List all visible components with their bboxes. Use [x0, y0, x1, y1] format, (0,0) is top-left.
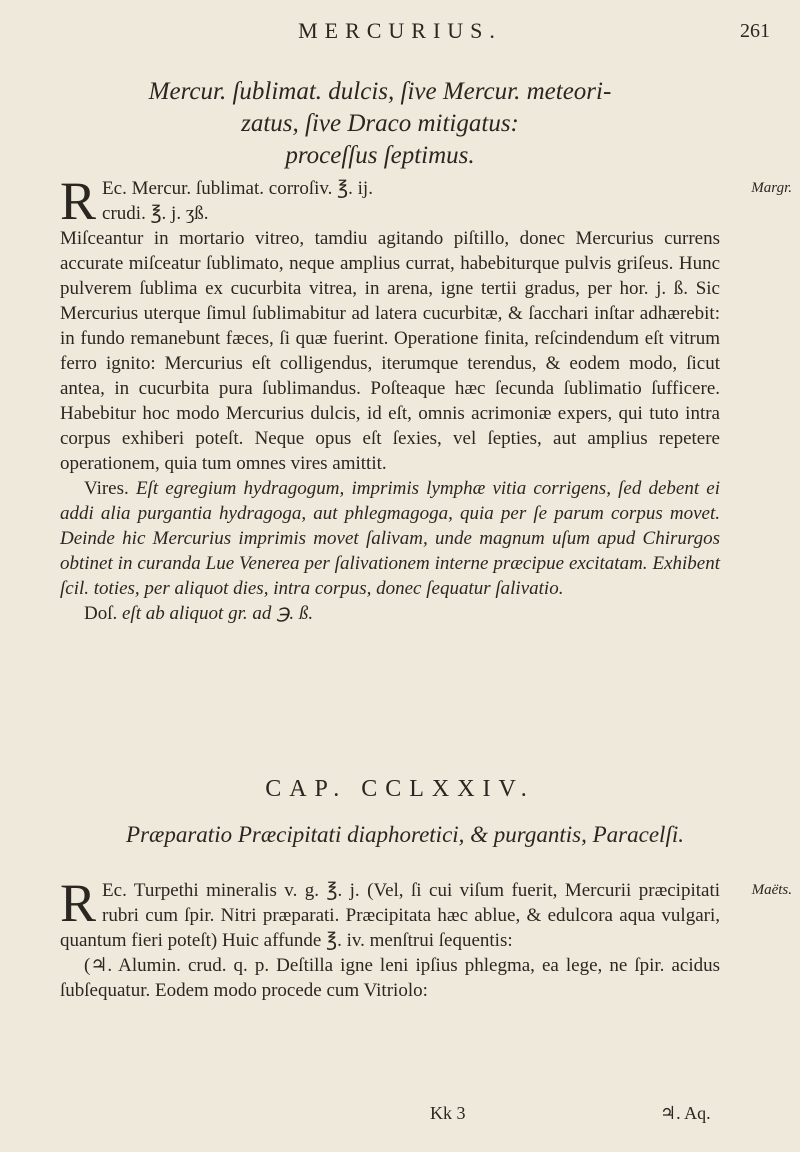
process-heading-line-1: Mercur. ſublimat. dulcis, ſive Mercur. meteori-	[148, 78, 612, 105]
virtues-text: Eſt egregium hydragogum, imprimis lymphæ vitia corrigens, ſed debent ei addi alia purgantia hydragoga, aut phlegmagoga, quia per ſe parum corpus movet. Deinde hic Mercurius imprimis movet ſalivam, unde magnum uſum apud Chirurgos obtinet in curanda Lue Venerea per ſalivationem interne præcipue excitatam. Exhibent ſcil. toties, per aliquot dies, intra corpus, donec ſequatur ſalivatio.	[60, 478, 721, 599]
chapter-subrecipe: (♃. Alumin. crud. q. p. Deſtilla igne leni ipſius phlegma, ea lege, ne ſpir. acidus ſubſequatur. Eodem modo procede cum Vitriolo:	[60, 955, 720, 1001]
dose-label: Doſ.	[84, 603, 118, 624]
running-title: MERCURIUS.	[298, 18, 502, 43]
virtues-label: Vires.	[84, 478, 129, 499]
signature-mark: Kk 3	[430, 1103, 466, 1123]
chapter-title: Præparatio Præcipitati diaphoretici, & purgantis, Paracelſi.	[126, 822, 684, 847]
method-paragraph: Miſceantur in mortario vitreo, tamdiu agitando piſtillo, donec Mercurius currens accurate miſceatur ſublimato, neque amplius currat, habebiturque pulvis griſeus. Hunc pulverem ſublima ex cucurbita vitrea, in arena, igne tertii gradus, per hor. j. ß. Sic Mercurius uterque ſimul ſublimabitur ad latera cucurbitæ, & ſacchari inſtar adhærebit: in fundo remanebunt fæces, ſi quæ fuerint. Operatione finita, reſcindendum eſt vitrum ferro ignito: Mercurius eſt colligendus, iterumque terendus, & eodem modo, ſicut antea, in cucurbita pura ſublimandus. Poſteaque hæc ſecunda ſublimatio ſufficere. Habebitur hoc modo Mercurius dulcis, id eſt, omnis acrimoniæ expers, qui tuto intra corpus exhiberi poteſt. Neque opus eſt ſexies, vel ſepties, aut amplius repetere operationem, quia tum omnes vires amittit.	[60, 228, 720, 474]
process-heading-line-2: zatus, ſive Draco mitigatus:	[241, 110, 519, 137]
drop-cap: R	[60, 171, 97, 231]
margin-note-margr: Margr.	[751, 180, 792, 196]
process-heading-line-3: proceſſus ſeptimus.	[285, 142, 475, 169]
page-number: 261	[740, 20, 770, 42]
dose-paragraph	[60, 601, 720, 626]
margin-note-maets: Maëts.	[751, 882, 792, 898]
chapter-drop-cap: R	[60, 873, 97, 933]
virtues-paragraph	[60, 476, 720, 601]
recipe-line-2: crudi. ℥. j. ʒß.	[102, 203, 209, 224]
dose-text: eſt ab aliquot gr. ad ℈. ß.	[122, 603, 314, 624]
chapter-paragraph: Ec. Turpethi mineralis v. g. ℥. j. (Vel, ſi cui viſum fuerit, Mercurii præcipitati rubri cum ſpir. Nitri præparati. Præcipitata hæc ablue, & edulcora aqua vulgari, quantum fieri poteſt) Huic affunde ℥. iv. menſtrui ſequentis:	[60, 880, 720, 951]
catchword: ♃. Aq.	[660, 1103, 711, 1123]
chapter-body	[60, 873, 720, 1003]
process-heading	[60, 76, 700, 172]
recipe-line-1: Ec. Mercur. ſublimat. corroſiv. ℥. ij.	[102, 178, 373, 199]
section-one-body	[60, 171, 721, 626]
chapter-number: CAP. CCLXXIV.	[265, 776, 535, 802]
